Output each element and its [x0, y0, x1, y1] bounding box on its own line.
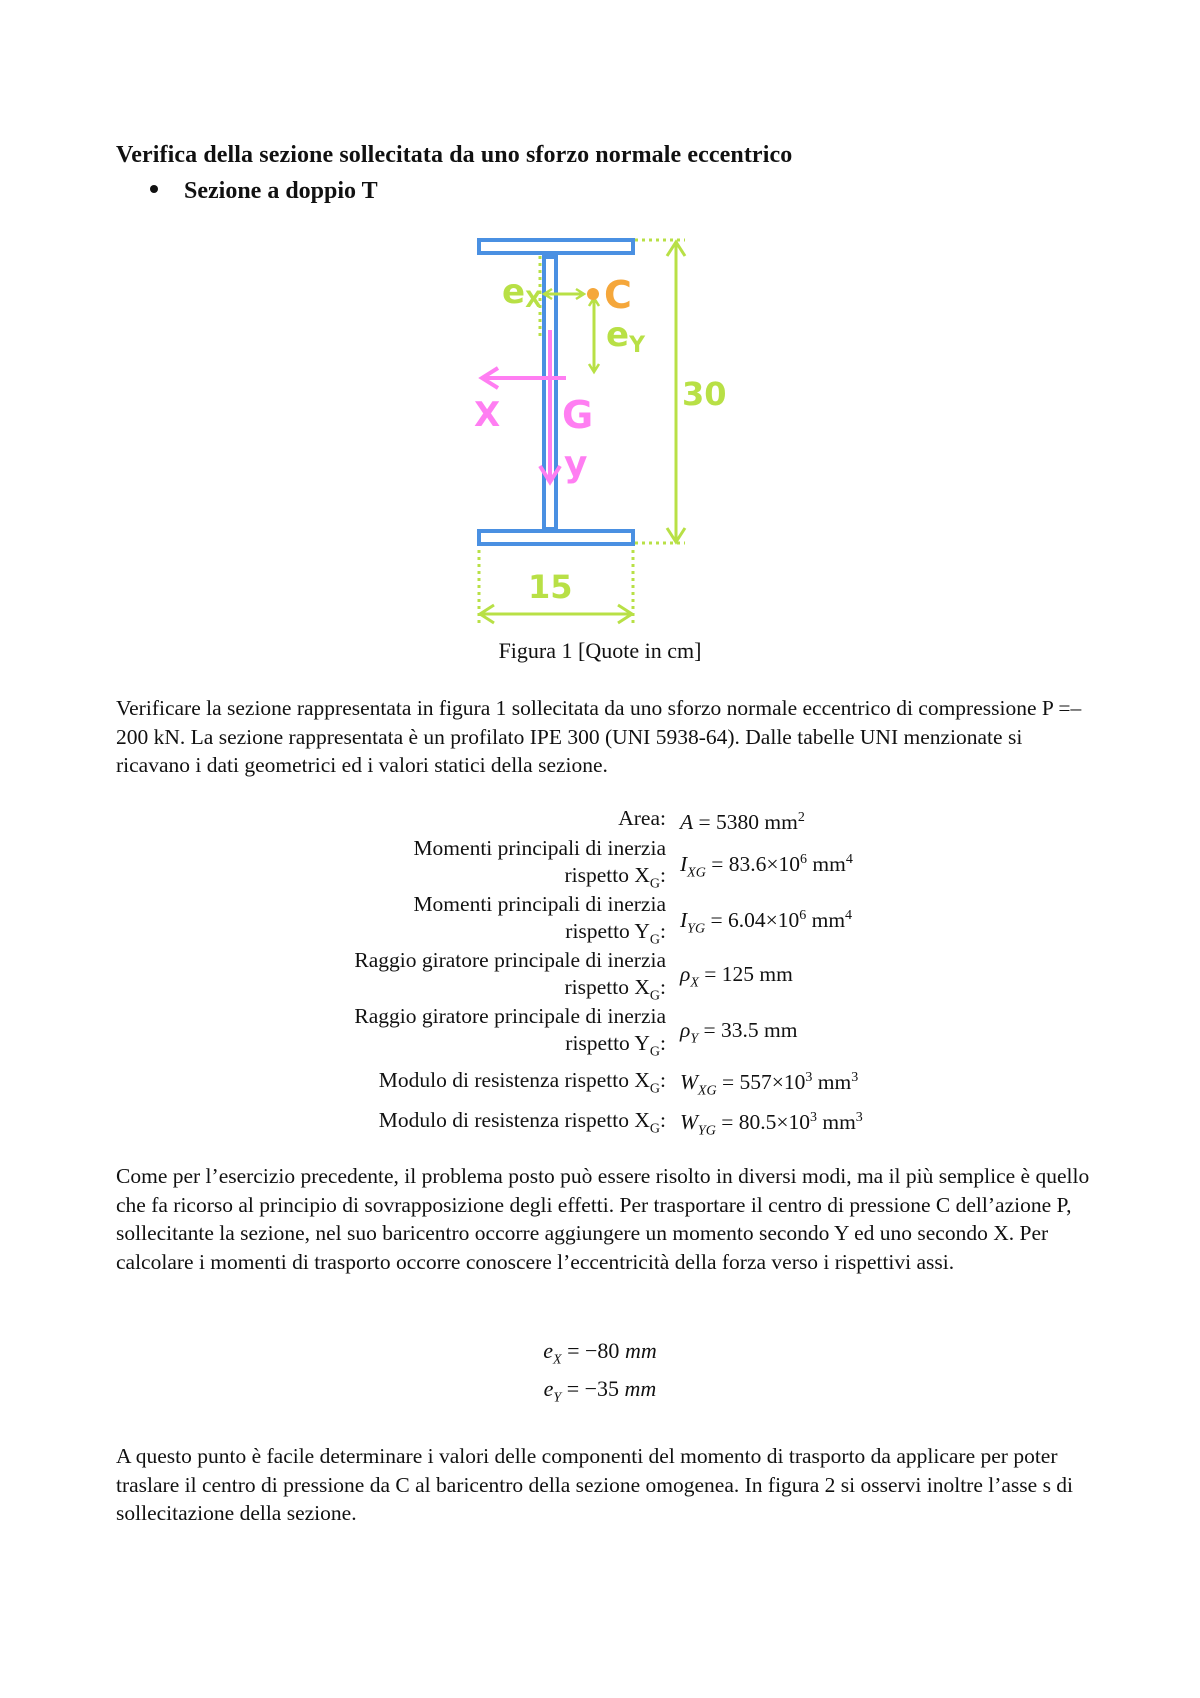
ex-label: eX: [502, 272, 543, 313]
intro-paragraph-text: Verificare la sezione rappresentata in figura 1 sollecitata da uno sforzo normale eccentrico di compressione P =– 200 kN. La sezione rappresentata è un profilato IPE 300 (UNI 5938-64). Dalle tabelle UNI menzionate si ricavano i dati geometrici ed i valori statici della sezione.: [116, 696, 1082, 778]
eccentricity-x-equation: $e_X = -80$ mm: [543, 1338, 657, 1368]
property-label-line2: rispetto $X_G$:: [564, 975, 666, 1004]
property-value: $W_{YG} = 80.5\times 10^3$ $mm^3$: [680, 1110, 863, 1139]
intro-paragraph: [116, 694, 1096, 780]
property-label-line2: rispetto $Y_G$:: [565, 1031, 666, 1060]
property-label: Momenti principali di inerzia: [413, 892, 666, 916]
section-heading: Verifica della sezione sollecitata da uno sforzo normale eccentrico: [116, 142, 793, 168]
property-value: $\rho_X = 125$ mm: [680, 962, 793, 991]
pressure-center-label: C: [604, 273, 632, 317]
method-paragraph: [116, 1162, 1096, 1276]
property-value: $I_{YG} = 6.04\times 10^6$ $mm^4$: [680, 908, 853, 937]
figure-caption: Figura 1 [Quote in cm]: [498, 638, 702, 663]
top-flange: [479, 240, 633, 253]
property-label-line2: rispetto $X_G$:: [564, 863, 666, 892]
property-label: Modulo di resistenza rispetto $X_G$:: [378, 1108, 666, 1137]
bullet-item: [150, 178, 378, 205]
centroid-label: G: [562, 393, 594, 437]
ibeam-figure: [460, 222, 750, 632]
property-label: Raggio giratore principale di inerzia: [354, 948, 666, 972]
height-label: 30: [682, 375, 727, 413]
bullet-dot-icon: [150, 185, 158, 193]
property-label: Area:: [618, 806, 666, 830]
property-label: Momenti principali di inerzia: [413, 836, 666, 860]
bottom-flange: [479, 531, 633, 544]
property-value: $W_{XG} = 557\times 10^3$ $mm^3$: [680, 1070, 859, 1099]
property-value: $I_{XG} = 83.6\times 10^6$ $mm^4$: [680, 852, 853, 881]
y-axis-label: y: [564, 444, 588, 485]
pressure-center-dot-icon: [587, 288, 599, 300]
conclusion-paragraph: [116, 1442, 1096, 1528]
property-value: A = 5380 $mm^2$: [680, 810, 805, 835]
width-label: 15: [528, 568, 573, 606]
x-axis-label: X: [474, 395, 501, 435]
conclusion-paragraph-text: A questo punto è facile determinare i valori delle componenti del momento di trasporto da applicare per poter traslare il centro di pressione da C al baricentro della sezione omogenea. In figura 2 si osservi inoltre l’asse s di sollecitazione della sezione.: [116, 1444, 1074, 1526]
ey-label: eY: [606, 315, 645, 358]
property-label-line2: rispetto $Y_G$:: [565, 919, 666, 948]
property-label: Modulo di resistenza rispetto $X_G$:: [378, 1068, 666, 1097]
method-paragraph-text: Come per l’esercizio precedente, il problema posto può essere risolto in diversi modi, ma il più semplice è quello che fa ricorso al principio di sovrapposizione degli effetti. Per trasportare il centro di pressione C dell’azione P, sollecitante la sezione, nel suo baricentro occorre aggiungere un momento secondo Y ed uno secondo X. Per calcolare i momenti di trasporto occorre conoscere l’eccentricità della forza verso i rispettivi assi.: [116, 1164, 1090, 1274]
property-label: Raggio giratore principale di inerzia: [354, 1004, 666, 1028]
property-value: $\rho_Y = 33.5$ mm: [680, 1018, 798, 1047]
eccentricity-y-equation: $e_Y = -35$ mm: [543, 1376, 657, 1406]
bullet-text: Sezione a doppio T: [184, 178, 378, 204]
